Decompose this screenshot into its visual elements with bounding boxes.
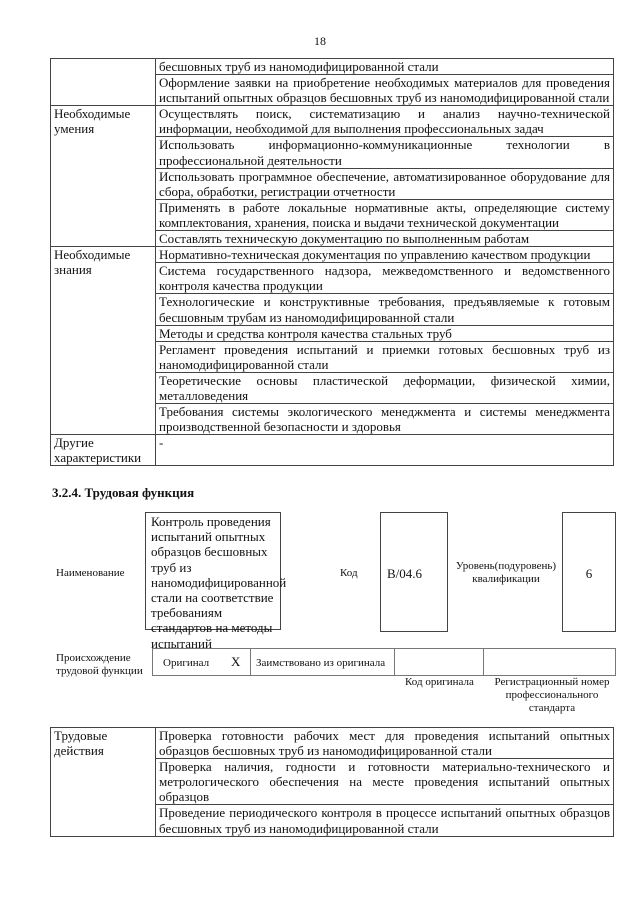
table-row xyxy=(51,728,614,759)
origin-row xyxy=(152,648,616,676)
row-item: - xyxy=(156,435,614,466)
reg-number-label: Регистрационный номер профессионального стандарта xyxy=(494,676,610,714)
row-item: Оформление заявки на приобретение необходимых материалов для проведения испытаний опытных образцов бесшовных труб из наномодифицированной стали xyxy=(156,75,614,106)
row-label: Трудовые действия xyxy=(51,728,156,837)
competency-table xyxy=(50,58,614,466)
row-item: Методы и средства контроля качества стальных труб xyxy=(156,325,614,341)
table-row xyxy=(51,59,614,75)
row-item: Использовать программное обеспечение, автоматизированное оборудование для сбора, обработки, регистрации отчетности xyxy=(156,168,614,199)
table-row xyxy=(51,247,614,263)
table-row xyxy=(51,435,614,466)
row-label xyxy=(51,59,156,106)
row-item: Использовать информационно-коммуникационные технологии в профессиональной деятельности xyxy=(156,137,614,168)
row-item: Проведение периодического контроля в процессе испытаний опытных образцов бесшовных труб из наномодифицированной стали xyxy=(156,805,614,836)
code-box xyxy=(380,512,448,632)
original-label: Оригинал xyxy=(163,657,210,669)
row-label: Необходимые знания xyxy=(51,247,156,435)
borrowed-label: Заимствовано из оригинала xyxy=(256,657,386,669)
page-number: 18 xyxy=(314,34,326,48)
level-box xyxy=(562,512,616,632)
row-item: Проверка готовности рабочих мест для проведения испытаний опытных образцов бесшовных труб из наномодифицированной стали xyxy=(156,728,614,759)
row-item: Применять в работе локальные нормативные акты, определяющие систему комплектования, хранения, поиска и выдачи технической документации xyxy=(156,199,614,230)
code-label: Код xyxy=(340,567,358,579)
row-item: бесшовных труб из наномодифицированной стали xyxy=(156,59,614,75)
row-item: Технологические и конструктивные требования, предъявляемые к готовым бесшовным трубам из наномодифицированной стали xyxy=(156,294,614,325)
row-item: Теоретические основы пластической деформации, физической химии, металловедения xyxy=(156,372,614,403)
level-value: 6 xyxy=(585,566,593,581)
labor-actions-table xyxy=(50,727,614,837)
origin-label: Происхождение трудовой функции xyxy=(56,652,143,677)
row-item: Составлять техническую документацию по выполненным работам xyxy=(156,231,614,247)
original-mark: X xyxy=(231,654,241,669)
table-row xyxy=(51,106,614,137)
code-value: B/04.6 xyxy=(387,566,423,581)
row-label: Другие характеристики xyxy=(51,435,156,466)
row-label: Необходимые умения xyxy=(51,106,156,247)
name-value: Контроль проведения испытаний опытных образцов бесшовных труб из наномодифицированной стали на соответствие требованиям стандартов на методы испытаний xyxy=(145,512,281,630)
row-item: Проверка наличия, годности и готовности материально-технического и метрологического обеспечения на месте проведения испытаний опытных образцов xyxy=(156,759,614,805)
section-heading: 3.2.4. Трудовая функция xyxy=(52,485,195,500)
origin-code-label: Код оригинала xyxy=(405,676,474,688)
row-item: Нормативно-техническая документация по управлению качеством продукции xyxy=(156,247,614,263)
row-item: Осуществлять поиск, систематизацию и анализ научно-технической информации, необходимой для выполнения профессиональных задач xyxy=(156,106,614,137)
level-label: Уровень(подуровень) квалификации xyxy=(455,560,557,585)
row-item: Система государственного надзора, межведомственного и ведомственного контроля качества продукции xyxy=(156,263,614,294)
name-label: Наименование xyxy=(56,567,125,579)
row-item: Требования системы экологического менеджмента и системы менеджмента производственной безопасности и здоровья xyxy=(156,404,614,435)
row-item: Регламент проведения испытаний и приемки готовых бесшовных труб из наномодифицированной стали xyxy=(156,341,614,372)
